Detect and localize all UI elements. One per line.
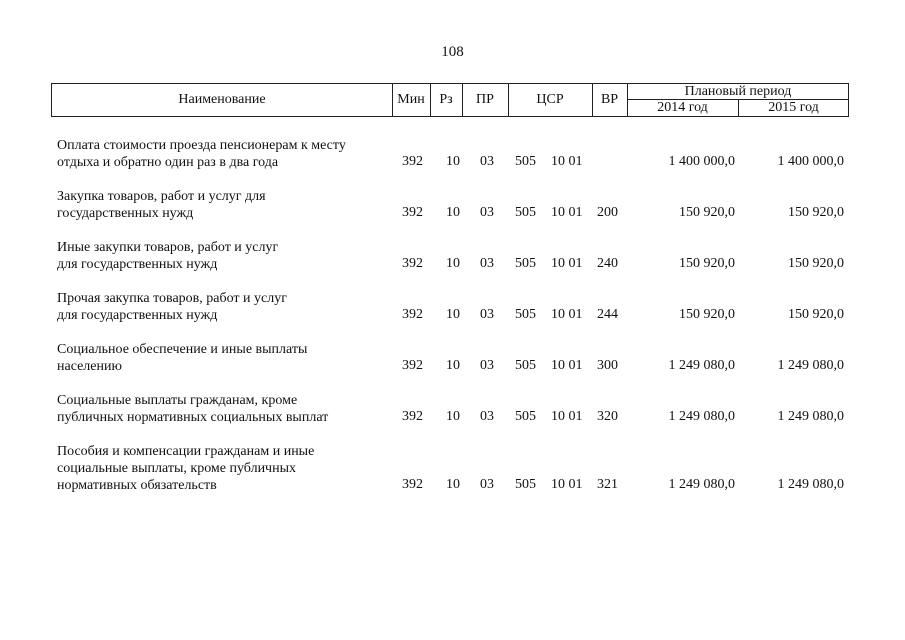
cell-v2015: 150 920,0	[788, 205, 844, 220]
row-name: Социальное обеспечение и иные выплаты населению	[57, 342, 308, 374]
cell-rz: 10	[446, 154, 460, 169]
cell-min: 392	[402, 307, 423, 322]
cell-csr2: 10 01	[551, 409, 583, 424]
cell-csr2: 10 01	[551, 154, 583, 169]
cell-min: 392	[402, 256, 423, 271]
cell-csr2: 10 01	[551, 477, 583, 492]
table-row	[0, 290, 905, 324]
page-number: 108	[441, 44, 464, 60]
cell-v2015: 1 400 000,0	[777, 154, 844, 169]
row-name: Прочая закупка товаров, работ и услуг для государственных нужд	[57, 291, 287, 323]
cell-v2014: 1 249 080,0	[668, 409, 735, 424]
cell-vr: 300	[597, 358, 618, 373]
cell-csr1: 505	[515, 358, 536, 373]
cell-rz: 10	[446, 477, 460, 492]
header-2015: 2015 год	[768, 100, 819, 115]
table-row	[0, 341, 905, 375]
cell-v2015: 1 249 080,0	[777, 409, 844, 424]
cell-min: 392	[402, 358, 423, 373]
row-name: Оплата стоимости проезда пенсионерам к месту отдыха и обратно один раз в два года	[57, 138, 346, 170]
cell-vr: 200	[597, 205, 618, 220]
cell-v2015: 150 920,0	[788, 307, 844, 322]
cell-csr1: 505	[515, 409, 536, 424]
table-row	[0, 392, 905, 426]
row-name: Пособия и компенсации гражданам и иные социальные выплаты, кроме публичных нормативных обязательств	[57, 444, 315, 493]
cell-pr: 03	[480, 154, 494, 169]
cell-vr: 320	[597, 409, 618, 424]
cell-v2014: 150 920,0	[679, 205, 735, 220]
header-rz: Рз	[439, 92, 453, 107]
cell-csr2: 10 01	[551, 256, 583, 271]
cell-min: 392	[402, 205, 423, 220]
cell-v2015: 150 920,0	[788, 256, 844, 271]
cell-vr: 240	[597, 256, 618, 271]
cell-pr: 03	[480, 205, 494, 220]
header-csr: ЦСР	[536, 92, 564, 107]
table-row	[0, 443, 905, 494]
header-name: Наименование	[178, 92, 266, 107]
cell-v2015: 1 249 080,0	[777, 358, 844, 373]
cell-v2014: 150 920,0	[679, 256, 735, 271]
table-row	[0, 239, 905, 273]
cell-v2014: 1 400 000,0	[668, 154, 735, 169]
cell-csr1: 505	[515, 205, 536, 220]
header-plan-period: Плановый период	[684, 83, 792, 99]
cell-csr2: 10 01	[551, 205, 583, 220]
table-header	[51, 83, 849, 117]
cell-min: 392	[402, 409, 423, 424]
cell-min: 392	[402, 477, 423, 492]
cell-csr1: 505	[515, 154, 536, 169]
row-name: Закупка товаров, работ и услуг для государственных нужд	[57, 189, 266, 221]
row-name: Иные закупки товаров, работ и услуг для государственных нужд	[57, 240, 279, 272]
cell-v2014: 1 249 080,0	[668, 477, 735, 492]
cell-csr2: 10 01	[551, 307, 583, 322]
cell-v2015: 1 249 080,0	[777, 477, 844, 492]
cell-pr: 03	[480, 477, 494, 492]
cell-csr1: 505	[515, 307, 536, 322]
cell-pr: 03	[480, 256, 494, 271]
cell-v2014: 150 920,0	[679, 307, 735, 322]
cell-min: 392	[402, 154, 423, 169]
header-pr: ПР	[476, 92, 494, 107]
cell-vr: 321	[597, 477, 618, 492]
cell-csr2: 10 01	[551, 358, 583, 373]
table-row	[0, 188, 905, 222]
cell-pr: 03	[480, 409, 494, 424]
table-row	[0, 137, 905, 171]
cell-rz: 10	[446, 205, 460, 220]
header-min: Мин	[397, 92, 425, 107]
header-2014: 2014 год	[657, 100, 708, 115]
cell-v2014: 1 249 080,0	[668, 358, 735, 373]
cell-rz: 10	[446, 409, 460, 424]
cell-rz: 10	[446, 307, 460, 322]
cell-rz: 10	[446, 358, 460, 373]
cell-rz: 10	[446, 256, 460, 271]
cell-pr: 03	[480, 358, 494, 373]
cell-vr: 244	[597, 307, 618, 322]
row-name: Социальные выплаты гражданам, кроме публичных нормативных социальных выплат	[57, 393, 329, 425]
cell-csr1: 505	[515, 477, 536, 492]
header-vr: ВР	[600, 92, 619, 107]
cell-pr: 03	[480, 307, 494, 322]
cell-csr1: 505	[515, 256, 536, 271]
